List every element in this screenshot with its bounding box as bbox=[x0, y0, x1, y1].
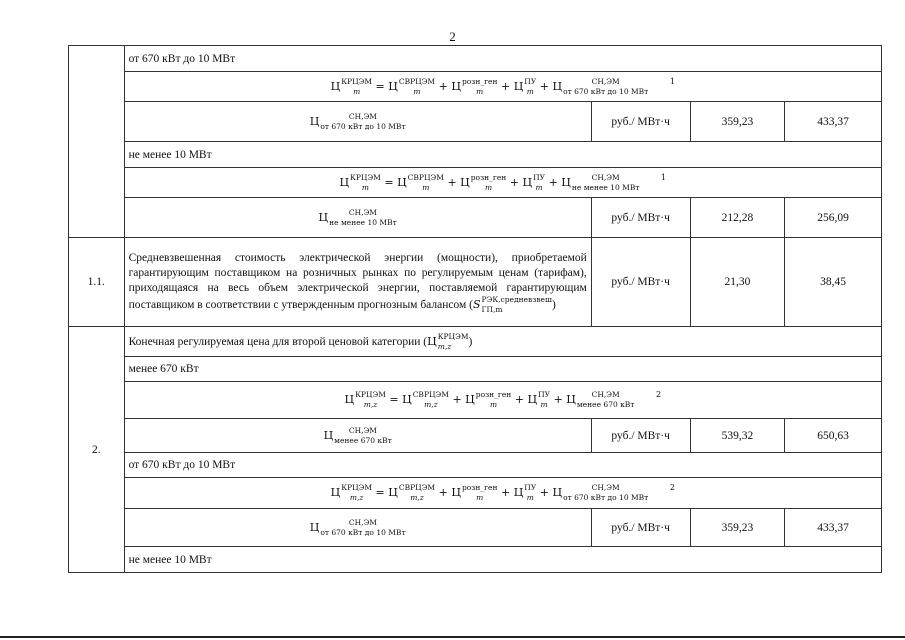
index-cell bbox=[69, 46, 125, 238]
formula: Ц КРЦЭМ m,z = Ц СВРЦЭМ m,z + Ц розн_ген m + Ц ПУ m + Ц СН,ЭМ от 670 кВт до 10 МВт $^2$ bbox=[330, 483, 675, 502]
table-row bbox=[69, 547, 882, 573]
value-cell: 433,37 bbox=[785, 509, 882, 547]
value-cell: 212,28 bbox=[690, 198, 785, 238]
section-label: менее 670 кВт bbox=[124, 357, 881, 382]
table-row bbox=[69, 102, 882, 142]
section-label: не менее 10 МВт bbox=[124, 547, 881, 573]
formula-row bbox=[69, 168, 882, 198]
tariff-component-cell: Ц СН,ЭМ от 670 кВт до 10 МВт bbox=[124, 509, 591, 547]
section-label: от 670 кВт до 10 МВт bbox=[124, 46, 881, 72]
table-row bbox=[69, 198, 882, 238]
table-row bbox=[69, 142, 882, 168]
formula: Ц КРЦЭМ m = Ц СВРЦЭМ m + Ц розн_ген m + Ц ПУ m + Ц СН,ЭМ от 670 кВт до 10 МВт $^1$ bbox=[330, 76, 675, 96]
section-label: не менее 10 МВт bbox=[124, 142, 881, 168]
table-row bbox=[69, 238, 882, 327]
item-number: 2. bbox=[69, 327, 125, 573]
page-number: 2 bbox=[449, 29, 456, 44]
value-cell: 359,23 bbox=[690, 102, 785, 142]
footnote-marker: 1 bbox=[669, 76, 675, 86]
value-cell: 256,09 bbox=[785, 198, 882, 238]
formula-cell bbox=[124, 382, 881, 419]
table-row bbox=[69, 419, 882, 453]
footnote-marker: 2 bbox=[655, 390, 662, 399]
tariff-component-cell: Ц СН,ЭМ не менее 10 МВт bbox=[124, 198, 591, 238]
table-row bbox=[69, 46, 882, 72]
value-cell: 433,37 bbox=[785, 102, 882, 142]
tariff-component-cell: Ц СН,ЭМ от 670 кВт до 10 МВт bbox=[124, 102, 591, 142]
value-cell: 539,32 bbox=[690, 419, 785, 453]
value-cell: 359,23 bbox=[690, 509, 785, 547]
tariff-table bbox=[68, 45, 882, 573]
section-label: от 670 кВт до 10 МВт bbox=[124, 453, 881, 478]
item-number: 1.1. bbox=[69, 238, 125, 327]
formula-cell bbox=[124, 72, 881, 102]
formula-row bbox=[69, 72, 882, 102]
unit-cell: руб./ МВт·ч bbox=[591, 509, 690, 547]
formula-row bbox=[69, 478, 882, 509]
formula-cell bbox=[124, 168, 881, 198]
value-cell: 650,63 bbox=[785, 419, 882, 453]
page-edge bbox=[0, 636, 905, 638]
unit-cell: руб./ МВт·ч bbox=[591, 238, 690, 327]
formula: Ц КРЦЭМ m = Ц СВРЦЭМ m + Ц розн_ген m + Ц ПУ m + Ц СН,ЭМ не менее 10 МВт $^1$ bbox=[339, 172, 667, 192]
table-row bbox=[69, 453, 882, 478]
tariff-component-cell: Ц СН,ЭМ менее 670 кВт bbox=[124, 419, 591, 453]
item-description: Конечная регулируемая цена для второй ценовой категории (Ц КРЦЭМ m,z ) bbox=[124, 327, 881, 357]
formula-row bbox=[69, 382, 882, 419]
formula-cell bbox=[124, 478, 881, 509]
table-row bbox=[69, 509, 882, 547]
unit-cell: руб./ МВт·ч bbox=[591, 198, 690, 238]
unit-cell: руб./ МВт·ч bbox=[591, 419, 690, 453]
value-cell: 21,30 bbox=[690, 238, 785, 327]
value-cell: 38,45 bbox=[785, 238, 882, 327]
footnote-marker: 2 bbox=[669, 483, 675, 492]
table-row bbox=[69, 357, 882, 382]
formula: Ц КРЦЭМ m,z = Ц СВРЦЭМ m,z + Ц розн_ген m + Ц ПУ m + Ц СН,ЭМ менее 670 кВт $^2$ bbox=[344, 390, 662, 409]
item-description: Средневзвешенная стоимость электрической энергии (мощности), приобретаемой гарантирующим поставщиком на розничных рынках по регулируемым ценам (тарифам), приходящаяся на весь объем электрической энергии, поставляемой гарантирующим поставщиком в соответствии с утвержденным прогнозным балансом (S РЭК,средневзвеш ГП,m ) bbox=[124, 238, 591, 327]
footnote-marker: 1 bbox=[661, 172, 667, 182]
unit-cell: руб./ МВт·ч bbox=[591, 102, 690, 142]
table-row bbox=[69, 327, 882, 357]
